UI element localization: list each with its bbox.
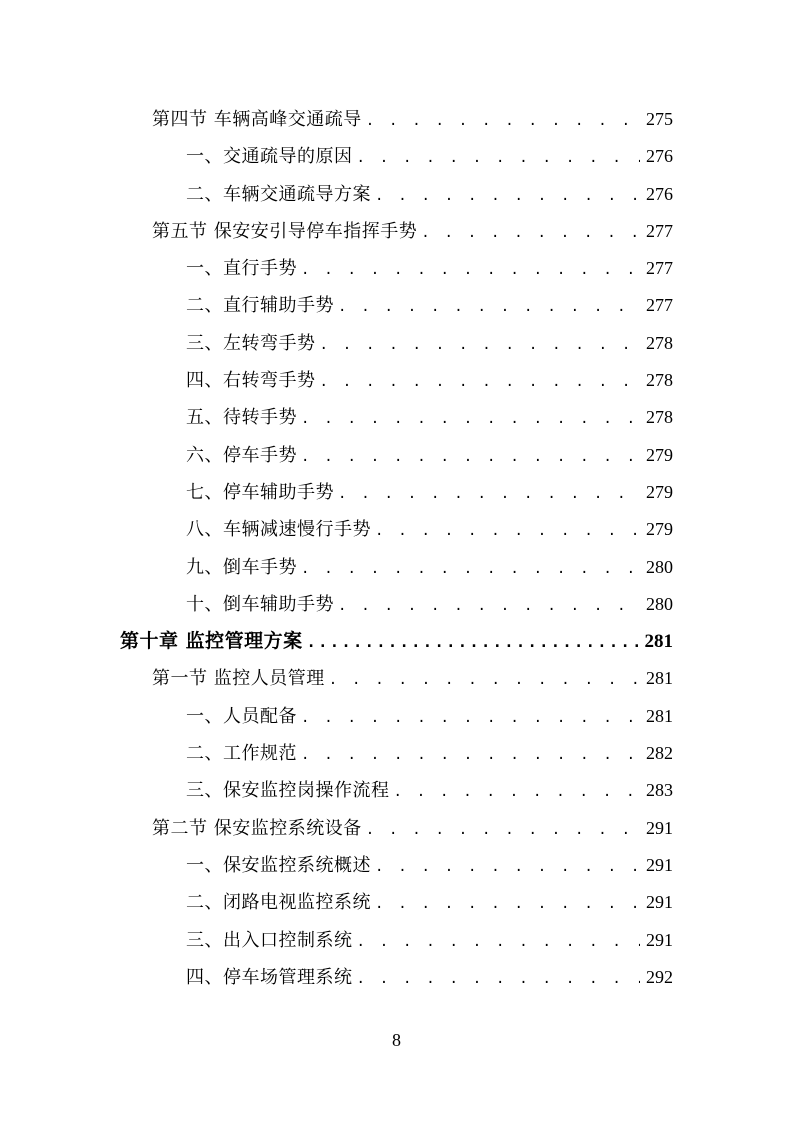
toc-entry-page: 281 bbox=[646, 668, 673, 689]
toc-entry[interactable] bbox=[0, 474, 793, 511]
toc-entry-title: 七、停车辅助手势 bbox=[186, 481, 334, 503]
toc-entry-page: 278 bbox=[646, 332, 673, 353]
toc-entry-title: 四、停车场管理系统 bbox=[186, 966, 353, 988]
toc-entry-page: 281 bbox=[644, 631, 673, 653]
toc-entry[interactable] bbox=[0, 325, 793, 362]
dot-leader bbox=[329, 662, 640, 699]
toc-entry[interactable] bbox=[0, 287, 793, 324]
dot-leader bbox=[375, 178, 640, 215]
toc-entry-page: 280 bbox=[646, 556, 673, 577]
toc-entry-page: 277 bbox=[646, 220, 673, 241]
toc-entry-page: 291 bbox=[646, 854, 673, 875]
dot-leader bbox=[301, 700, 640, 737]
toc-entry-title: 六、停车手势 bbox=[186, 444, 297, 466]
dot-leader bbox=[366, 812, 640, 849]
dot-leader bbox=[338, 588, 640, 625]
dot-leader bbox=[357, 140, 641, 177]
toc-entry-page: 275 bbox=[646, 109, 673, 129]
dot-leader bbox=[301, 252, 640, 289]
toc-entry-title: 五、待转手势 bbox=[186, 407, 297, 429]
toc-entry-page: 277 bbox=[646, 258, 673, 279]
toc-entry-title: 四、右转弯手势 bbox=[186, 370, 316, 392]
dot-leader bbox=[375, 513, 640, 550]
dot-leader bbox=[338, 289, 640, 326]
toc-entry[interactable] bbox=[0, 959, 793, 996]
page-number: 8 bbox=[392, 1030, 401, 1050]
toc-entry-title: 第一节 监控人员管理 bbox=[152, 668, 325, 690]
toc-entry-title: 第四节 车辆高峰交通疏导 bbox=[152, 109, 362, 130]
toc-entry-title: 一、保安监控系统概述 bbox=[186, 854, 371, 876]
toc-entry-page: 277 bbox=[646, 295, 673, 316]
dot-leader bbox=[320, 364, 641, 401]
toc-entry-page: 280 bbox=[646, 593, 673, 614]
toc-entry-page: 281 bbox=[646, 705, 673, 726]
toc-entry-title: 三、出入口控制系统 bbox=[186, 929, 353, 951]
toc-chapter-entry[interactable] bbox=[0, 623, 793, 660]
toc-entry[interactable] bbox=[0, 138, 793, 175]
dot-leader bbox=[394, 774, 641, 811]
dot-leader bbox=[307, 624, 639, 661]
toc-entry[interactable] bbox=[0, 698, 793, 735]
toc-entry-title: 二、闭路电视监控系统 bbox=[186, 892, 371, 914]
toc-entry[interactable] bbox=[0, 772, 793, 809]
dot-leader bbox=[421, 215, 640, 252]
toc-entry[interactable] bbox=[0, 735, 793, 772]
toc-entry-page: 276 bbox=[646, 146, 673, 167]
toc-entry-title: 二、工作规范 bbox=[186, 743, 297, 765]
dot-leader bbox=[301, 737, 640, 774]
table-of-contents bbox=[0, 101, 793, 996]
toc-entry[interactable] bbox=[0, 176, 793, 213]
toc-entry[interactable] bbox=[0, 362, 793, 399]
toc-entry-title: 第十章 监控管理方案 bbox=[120, 630, 303, 653]
toc-entry-title: 第二节 保安监控系统设备 bbox=[152, 817, 362, 839]
toc-entry-page: 291 bbox=[646, 892, 673, 913]
toc-entry[interactable] bbox=[0, 213, 793, 250]
dot-leader bbox=[375, 886, 640, 923]
dot-leader bbox=[301, 401, 640, 438]
toc-entry[interactable] bbox=[0, 101, 793, 138]
toc-entry-title: 十、倒车辅助手势 bbox=[186, 593, 334, 615]
toc-entry-page: 278 bbox=[646, 370, 673, 391]
toc-entry-page: 283 bbox=[646, 780, 673, 801]
toc-entry-title: 八、车辆减速慢行手势 bbox=[186, 519, 371, 541]
toc-entry-page: 291 bbox=[646, 817, 673, 838]
dot-leader bbox=[357, 924, 641, 961]
toc-entry-page: 292 bbox=[646, 966, 673, 987]
toc-entry-page: 291 bbox=[646, 929, 673, 950]
toc-entry-page: 279 bbox=[646, 519, 673, 540]
toc-entry[interactable] bbox=[0, 437, 793, 474]
toc-entry[interactable] bbox=[0, 810, 793, 847]
toc-entry-page: 282 bbox=[646, 743, 673, 764]
toc-entry-title: 二、直行辅助手势 bbox=[186, 295, 334, 317]
toc-entry[interactable] bbox=[0, 549, 793, 586]
toc-entry-page: 278 bbox=[646, 407, 673, 428]
toc-entry-title: 第五节 保安安引导停车指挥手势 bbox=[152, 220, 418, 242]
dot-leader bbox=[301, 551, 640, 588]
toc-entry-title: 三、左转弯手势 bbox=[186, 332, 316, 354]
toc-entry-page: 276 bbox=[646, 183, 673, 204]
toc-entry-title: 一、人员配备 bbox=[186, 705, 297, 727]
toc-entry[interactable] bbox=[0, 660, 793, 697]
dot-leader bbox=[320, 327, 641, 364]
toc-entry[interactable] bbox=[0, 250, 793, 287]
toc-entry[interactable] bbox=[0, 922, 793, 959]
dot-leader bbox=[357, 961, 641, 998]
toc-entry-page: 279 bbox=[646, 444, 673, 465]
dot-leader bbox=[301, 439, 640, 476]
toc-entry-title: 一、直行手势 bbox=[186, 258, 297, 280]
toc-entry-page: 279 bbox=[646, 481, 673, 502]
dot-leader bbox=[366, 103, 640, 140]
toc-entry[interactable] bbox=[0, 399, 793, 436]
toc-entry[interactable] bbox=[0, 884, 793, 921]
toc-entry[interactable] bbox=[0, 847, 793, 884]
dot-leader bbox=[375, 849, 640, 886]
toc-entry-title: 九、倒车手势 bbox=[186, 556, 297, 578]
toc-entry[interactable] bbox=[0, 511, 793, 548]
toc-entry[interactable] bbox=[0, 586, 793, 623]
toc-entry-title: 一、交通疏导的原因 bbox=[186, 146, 353, 168]
toc-entry-title: 三、保安监控岗操作流程 bbox=[186, 780, 390, 802]
toc-entry-title: 二、车辆交通疏导方案 bbox=[186, 183, 371, 205]
dot-leader bbox=[338, 476, 640, 513]
